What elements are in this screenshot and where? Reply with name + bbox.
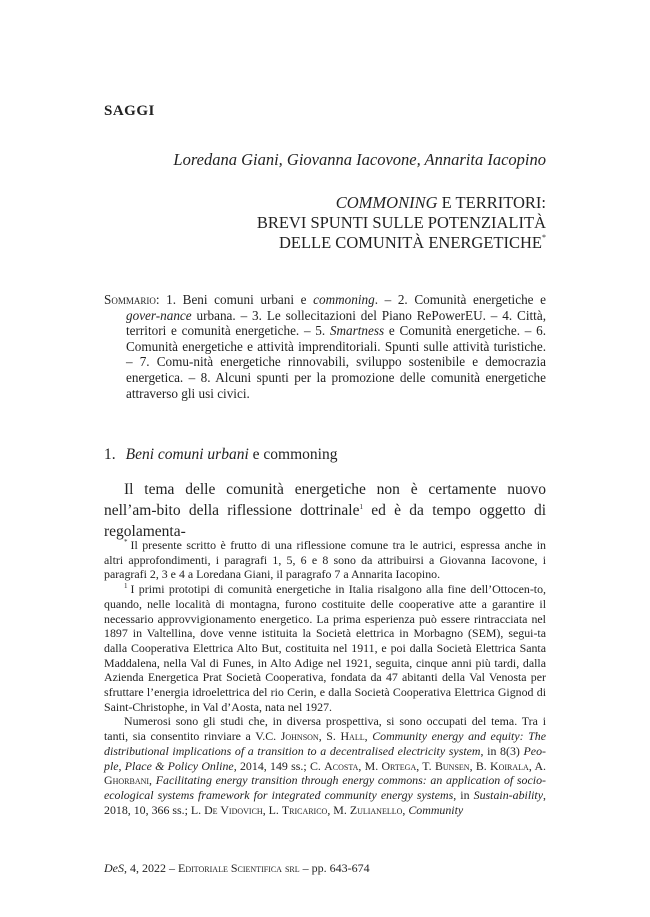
fn-text: ,	[364, 729, 373, 744]
title-line-1	[104, 193, 546, 213]
fn-author: Ortega	[381, 758, 417, 773]
summary-text-1: : 1. Beni comuni urbani e	[155, 292, 314, 307]
title-line-1-rest: E TERRITORI:	[437, 193, 546, 212]
footnote-1-mark: 1	[124, 582, 128, 591]
footnote-1-continuation	[104, 714, 546, 817]
summary-italic-2: gover-nance	[126, 307, 192, 323]
summary-text-4: e Comunità energetiche. – 6. Comunità energetiche e attività imprenditoriali. Spunti sulle attività turistiche. – 7. Comu-nità energetiche rinnovabili, sviluppo sostenibile e democrazia energetica. – 8. Alcuni spunti per la promozione delle comunità energetiche attraverso gli usi civici.	[126, 323, 546, 401]
fn-journal-title: Peo-ple, Place & Policy Online,	[104, 743, 546, 773]
article-authors: Loredana Giani, Giovanna Iacovone, Annarita Iacopino	[173, 150, 546, 169]
title-line-3-text: DELLE COMUNITÀ ENERGETICHE	[278, 233, 542, 252]
fn-text: , A.	[528, 758, 547, 773]
summary-label: Sommario	[104, 292, 156, 307]
fn-author: Tricarico	[281, 802, 328, 817]
fn-text: , S.	[318, 729, 341, 744]
fn-text: 2014, 149 ss.; C.	[236, 758, 325, 773]
title-line-3	[104, 233, 546, 253]
footnote-ref-1: 1	[359, 503, 363, 511]
fn-text: ,	[402, 802, 409, 817]
section-number: 1.	[104, 446, 116, 463]
body-paragraph	[104, 479, 546, 542]
footnote-1-text: I primi prototipi di comunità energetiche in Italia risalgono alla fine dell’Ottocen-to, quando, nelle località di montagna, furono costituite delle cooperative atte a garantire il necessario approvvigionamento energetico. La prima esperienza può essere rintracciata nel 1897 in Valtellina, dove venne istituita la Società elettrica in Morbagno (SEM), segui-ta dalla Cooperativa Elettrica Alto But, costituita nel 1911, e poi dalla Società Elettrica Santa Maddalena, nella Val di Funes, in Alto Adige nel 1921, seguita, cinque anni più tardi, dalla Azienda Energetica Prat Società Cooperativa, fondata da 47 abitanti della Val Venosta per sfruttare l’energia idroelettrica del rio Cerin, e dalla Società Cooperativa Elettrica Gignod di Saint-Christophe, in Val d’Aosta, nata nel 1927.	[104, 582, 546, 714]
footer-pages: – pp. 643-674	[299, 861, 370, 875]
summary-italic-3: Smartness	[329, 323, 385, 339]
fn-journal-title: Sustain-ability	[473, 787, 544, 802]
fn-work-title: Facilitating energy transition through energy commons: an application of socio-ecological systems framework for integrated community energy systems	[104, 773, 546, 802]
fn-text: ,	[149, 773, 156, 788]
heading-italic: Beni comuni urbani	[125, 446, 249, 463]
body-text-1: Il tema delle comunità energetiche non è certamente nuovo nell’am-bito della riflessione dottrinale	[104, 481, 546, 519]
fn-author: Johnson	[280, 729, 319, 744]
fn-work-title: Community	[408, 802, 464, 817]
summary	[104, 292, 546, 401]
footnote-star	[104, 538, 546, 582]
fn-text: , in	[453, 787, 474, 802]
body-text-2: ed è da tempo oggetto di regolamenta-	[104, 502, 547, 540]
title-line-2: BREVI SPUNTI SULLE POTENZIALITÀ	[256, 213, 546, 232]
fn-text: , B.	[469, 758, 491, 773]
summary-italic-1: commoning	[313, 292, 375, 307]
title-footnote-mark: *	[542, 233, 546, 242]
article-title	[104, 193, 546, 253]
footnote-star-mark: *	[124, 538, 128, 546]
footnote-1	[104, 582, 546, 714]
fn-text: , 2018, 10, 366 ss.; L.	[104, 787, 546, 817]
summary-text-2: . – 2. Comunità energetiche e	[374, 292, 546, 307]
fn-author: De Vidovich	[204, 802, 263, 817]
title-commoning: COMMONING	[335, 193, 438, 212]
section-heading-1	[104, 446, 546, 464]
footer-journal: DeS	[104, 861, 124, 875]
fn-author: Hall	[340, 729, 365, 744]
footer-publisher: Editoriale Scientifica srl	[178, 861, 300, 875]
footer-issue: , 4, 2022 –	[124, 861, 178, 875]
fn-author: Zulianello	[349, 802, 403, 817]
fn-author: Ghorbani	[104, 773, 150, 788]
fn-author: Acosta	[324, 758, 359, 773]
heading-tail: commoning	[263, 446, 338, 463]
fn-text: , T.	[416, 758, 435, 773]
fn-text: , M.	[358, 758, 382, 773]
fn-text: , L.	[262, 802, 282, 817]
fn-author: Bunsen	[434, 758, 470, 773]
fn-text: , M.	[327, 802, 350, 817]
section-label: SAGGI	[104, 103, 155, 119]
heading-mid: e	[248, 446, 264, 463]
footnotes	[104, 538, 546, 817]
fn-author: Koirala	[490, 758, 529, 773]
fn-text: Numerosi sono gli studi che, in diversa prospettiva, si sono occupati del tema. Tra i tanti, sia consentito rinviare a V.C.	[104, 714, 546, 744]
footnote-star-text: Il presente scritto è frutto di una riflessione comune tra le autrici, espressa anche in altri approfondimenti, i paragrafi 1, 5, 6 e 8 sono da attribuirsi a Giovanna Iacovone, i paragrafi 2, 3 e 4 a Loredana Giani, il paragrafo 7 a Annarita Iacopino.	[104, 538, 546, 582]
fn-work-title: Community energy and equity: The distributional implications of a transition to a decentralised electricity system	[104, 729, 546, 758]
page-footer	[104, 861, 370, 876]
fn-text: , in 8(3)	[480, 743, 524, 758]
summary-text-3: urbana. – 3. Le sollecitazioni del Piano RePowerEU. – 4. Città, territori e comunità energetiche. – 5.	[126, 307, 546, 339]
